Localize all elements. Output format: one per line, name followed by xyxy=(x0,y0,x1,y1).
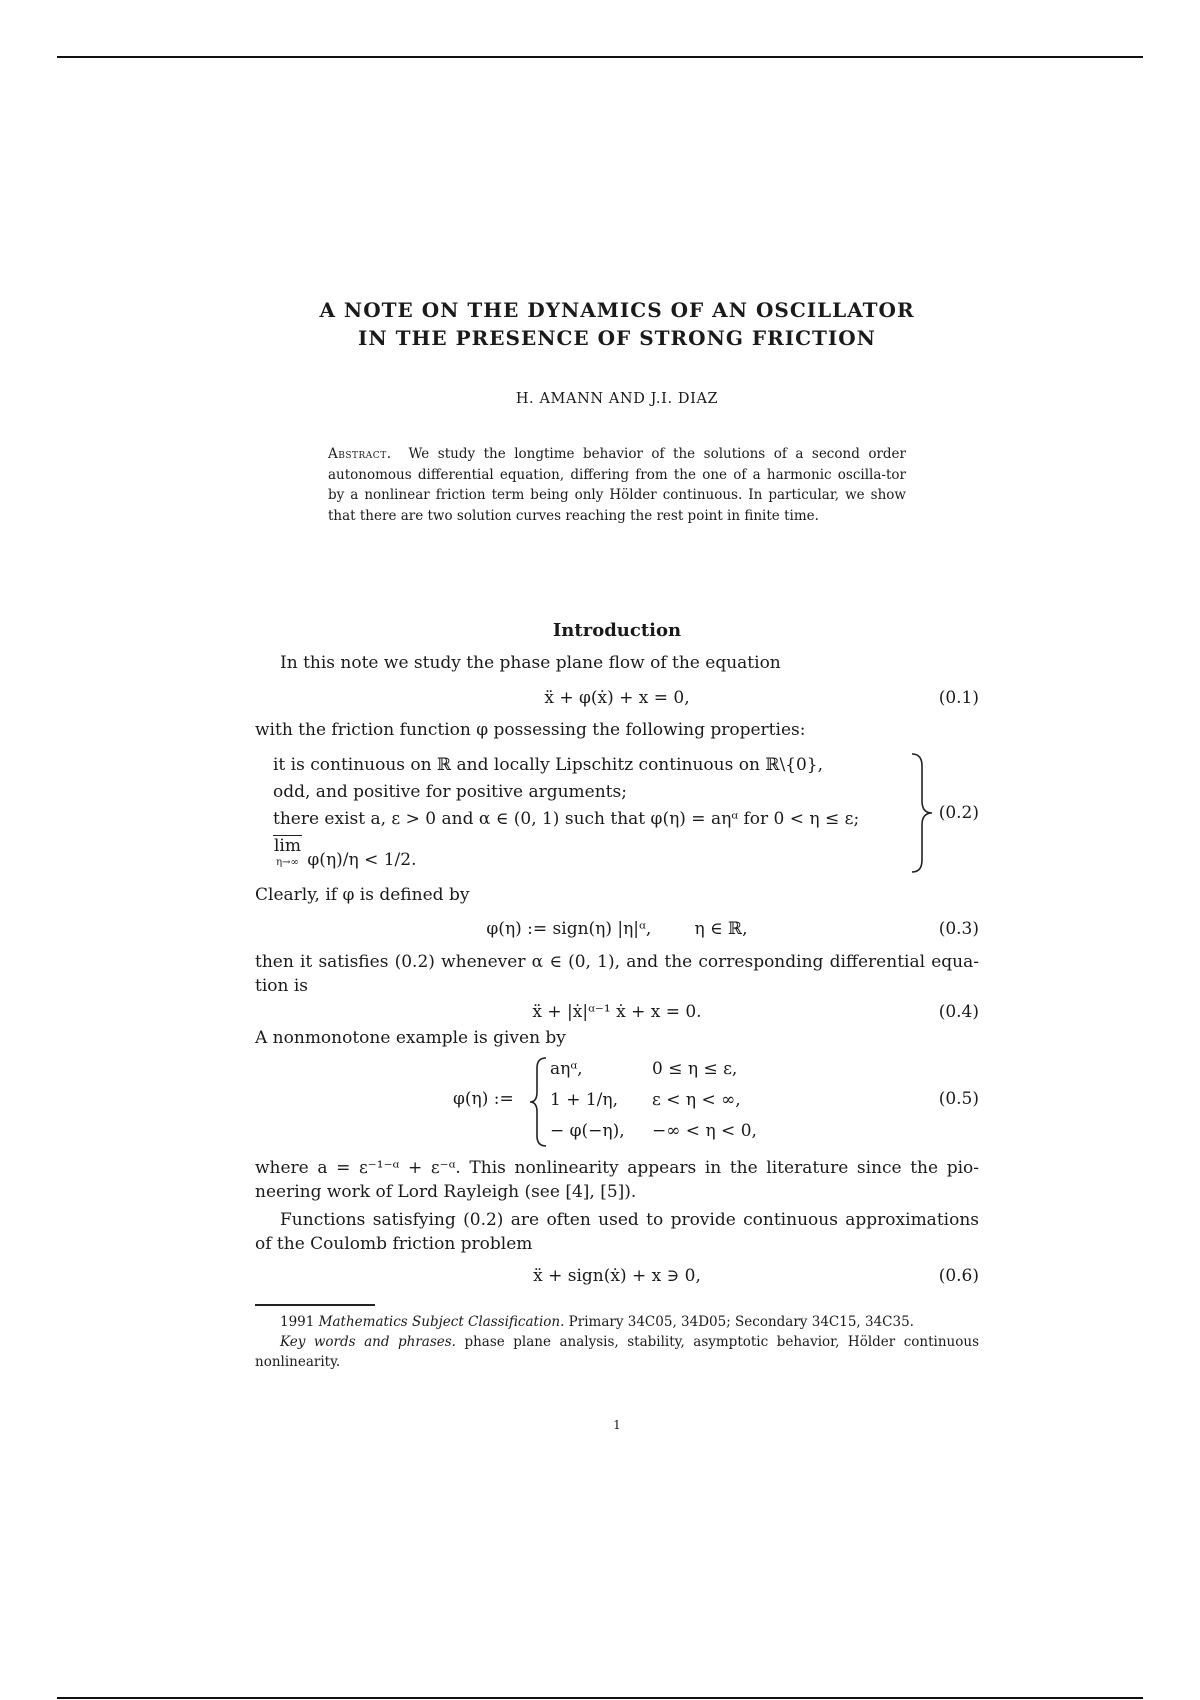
limsup-subscript: η→∞ xyxy=(276,857,299,868)
abstract-text: We study the longtime behavior of the solutions of a second order autonomous differential equation, differing from the one of a harmonic oscilla-tor by a nonlinear friction term being only Hölder continuous. In particular, we show that there are two solution curves reaching the rest point in finite time. xyxy=(328,446,906,524)
footnotes xyxy=(255,1312,979,1372)
right-brace xyxy=(909,752,935,874)
cases-equation-0-5 xyxy=(255,1054,979,1150)
conditions-lines xyxy=(273,752,860,870)
footnote-rule xyxy=(255,1304,375,1306)
footnote-msc-year: 1991 xyxy=(280,1314,319,1330)
case-condition: ε < η < ∞, xyxy=(652,1090,741,1110)
case-condition: −∞ < η < 0, xyxy=(652,1121,757,1141)
case-expression: 1 + 1/η, xyxy=(550,1090,618,1110)
left-brace xyxy=(528,1056,548,1148)
equation-expression: ẍ + sign(ẋ) + x ∋ 0, xyxy=(533,1266,701,1286)
equation-0-6 xyxy=(255,1263,979,1289)
paper-title-line-1: A NOTE ON THE DYNAMICS OF AN OSCILLATOR xyxy=(319,298,915,322)
case-expression: aηᵅ, xyxy=(550,1059,583,1079)
footnote-keywords-label: Key words and phrases. xyxy=(280,1334,456,1350)
conditions-block xyxy=(255,752,979,878)
equation-number: (0.1) xyxy=(938,688,979,708)
paragraph-clearly: Clearly, if φ is defined by xyxy=(255,885,470,905)
equation-number: (0.6) xyxy=(938,1266,979,1286)
condition-line-continuity: it is continuous on ℝ and locally Lipschitz continuous on ℝ\{0}, xyxy=(273,755,824,775)
equation-expression: ẍ + φ(ẋ) + x = 0, xyxy=(544,688,690,708)
paragraph-coulomb: Functions satisfying (0.2) are often used to provide continuous approximations of the Coulomb friction problem xyxy=(255,1210,979,1254)
condition-line-exist: there exist a, ε > 0 and α ∈ (0, 1) such that φ(η) = aηᵅ for 0 < η ≤ ε; xyxy=(273,809,860,829)
footnote-msc xyxy=(255,1312,979,1332)
header-rule xyxy=(57,56,1143,58)
equation-number: (0.4) xyxy=(938,1002,979,1022)
equation-number: (0.3) xyxy=(938,919,979,939)
limsup-word: lim xyxy=(274,836,301,856)
abstract xyxy=(328,444,906,526)
equation-0-3 xyxy=(255,916,979,942)
paragraph-rayleigh: where a = ε⁻¹⁻ᵅ + ε⁻ᵅ. This nonlinearity appears in the literature since the pio-neering work of Lord Rayleigh (see [4], [5]). xyxy=(255,1158,979,1202)
equation-expression: ẍ + |ẋ|ᵅ⁻¹ ẋ + x = 0. xyxy=(532,1002,702,1022)
condition-line-limsup xyxy=(273,833,859,870)
paragraph-intro: In this note we study the phase plane flow of the equation xyxy=(280,653,781,673)
equation-0-4 xyxy=(255,999,979,1025)
footnote-msc-label: Mathematics Subject Classification. xyxy=(318,1314,565,1330)
footnote-msc-text: Primary 34C05, 34D05; Secondary 34C15, 34C35. xyxy=(564,1314,914,1330)
equation-0-1 xyxy=(255,685,979,711)
paragraph-nonmonotone: A nonmonotone example is given by xyxy=(255,1028,566,1048)
equation-number: (0.2) xyxy=(938,803,979,823)
footnote-keywords xyxy=(255,1332,979,1372)
limsup-operator xyxy=(273,833,302,868)
equation-number: (0.5) xyxy=(938,1089,979,1109)
cases-lhs: φ(η) := xyxy=(453,1089,514,1109)
limsup-expression: φ(η)/η < 1/2. xyxy=(302,850,417,870)
condition-line-odd: odd, and positive for positive arguments; xyxy=(273,782,627,802)
case-condition: 0 ≤ η ≤ ε, xyxy=(652,1059,738,1079)
footnote-keywords-text: phase plane analysis, stability, asymptotic behavior, Hölder continuous nonlinearity. xyxy=(255,1334,979,1370)
paragraph-satisfies: then it satisfies (0.2) whenever α ∈ (0, 1), and the corresponding differential equa-tion is xyxy=(255,952,979,996)
equation-expression: φ(η) := sign(η) |η|ᵅ, η ∈ ℝ, xyxy=(486,919,748,939)
page-number: 1 xyxy=(613,1418,621,1432)
paper-title-line-2: IN THE PRESENCE OF STRONG FRICTION xyxy=(358,326,876,350)
case-expression: − φ(−η), xyxy=(550,1121,625,1141)
section-heading-introduction: Introduction xyxy=(552,620,682,641)
paragraph-friction-function: with the friction function φ possessing the following properties: xyxy=(255,720,806,740)
abstract-label: Abstract. xyxy=(328,446,392,462)
footer-rule xyxy=(57,1697,1143,1699)
paper-authors: H. AMANN AND J.I. DIAZ xyxy=(515,391,719,407)
